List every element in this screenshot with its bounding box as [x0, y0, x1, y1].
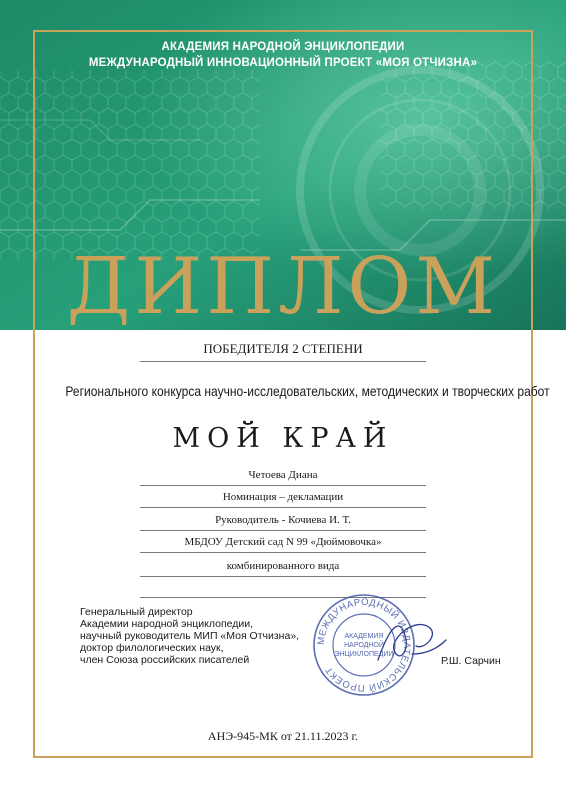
- winner-degree: ПОБЕДИТЕЛЯ 2 СТЕПЕНИ: [203, 341, 363, 356]
- organization-type-underline: [140, 576, 426, 577]
- stamp-inner-line: ЭНЦИКЛОПЕДИИ: [334, 651, 394, 658]
- participant-name: Четоева Диана: [248, 469, 318, 481]
- supervisor: Руководитель - Кочиева И. Т.: [215, 514, 351, 526]
- document-number: АНЭ-945-МК от 21.11.2023 г.: [207, 729, 359, 743]
- signer-line: доктор филологических наук,: [80, 642, 224, 654]
- signer-block: [80, 606, 299, 666]
- signer-line: Генеральный директор: [80, 606, 193, 618]
- nomination: Номинация – декламации: [222, 491, 344, 503]
- diploma-title: ДИПЛОМ: [66, 242, 500, 332]
- contest-name: Регионального конкурса научно-исследовательских, методических и творческих работ: [65, 383, 550, 399]
- organization-type: комбинированного вида: [226, 560, 340, 572]
- name-underline: [140, 485, 426, 486]
- nomination-underline: [140, 507, 426, 508]
- stamp-outer-text: МЕЖДУНАРОДНЫЙ ИЗДАТЕЛЬСКИЙ ПРОЕКТ: [315, 596, 413, 694]
- signer-line: Академии народной энциклопедии,: [80, 618, 254, 630]
- contest-theme: МОЙ КРАЙ: [172, 423, 394, 454]
- signer-line: научный руководитель МИП «Моя Отчизна»,: [80, 630, 300, 642]
- stamp-inner-line: НАРОДНОЙ: [344, 642, 384, 649]
- handwritten-signature: [372, 610, 452, 670]
- signer-name: Р.Ш. Сарчин: [441, 655, 501, 667]
- organization: МБДОУ Детский сад N 99 «Дюймовочка»: [184, 536, 382, 548]
- organization-underline: [140, 552, 426, 553]
- header-academy: АКАДЕМИЯ НАРОДНОЙ ЭНЦИКЛОПЕДИИ: [161, 41, 405, 53]
- signer-line: член Союза российских писателей: [80, 654, 250, 666]
- stamp-inner-line: АКАДЕМИЯ: [344, 633, 384, 640]
- supervisor-underline: [140, 530, 426, 531]
- header-project: МЕЖДУНАРОДНЫЙ ИННОВАЦИОННЫЙ ПРОЕКТ «МОЯ ОТЧИЗНА»: [88, 57, 478, 69]
- degree-underline: [140, 361, 426, 362]
